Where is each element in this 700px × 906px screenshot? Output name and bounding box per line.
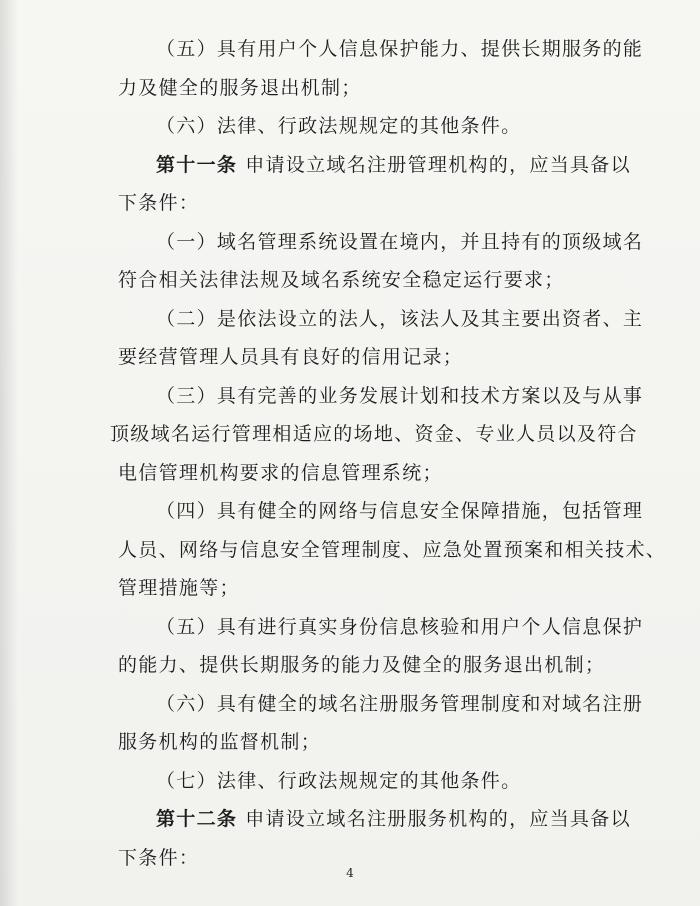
line-text: 服务机构的监督机制； [118, 731, 322, 753]
line-text: （一）域名管理系统设置在境内，并且持有的顶级域名 [156, 230, 644, 253]
text-line [118, 188, 618, 218]
line-text: 顶级域名运行管理相适应的场地、资金、专业人员以及符合 [110, 423, 638, 445]
document-body [110, 34, 667, 881]
text-line [118, 458, 618, 488]
text-line [110, 419, 638, 449]
line-text: （四）具有健全的网络与信息安全保障措施，包括管理 [156, 500, 644, 522]
line-text: （五）具有用户个人信息保护能力、提供长期服务的能 [156, 38, 644, 60]
text-line [118, 535, 667, 565]
line-text: 下条件： [118, 846, 200, 869]
line-text: （六）具有健全的域名注册服务管理制度和对域名注册 [156, 692, 644, 715]
line-text: （六）法律、行政法规规定的其他条件。 [156, 115, 522, 137]
line-text: （五）具有进行真实身份信息核验和用户个人信息保护 [156, 615, 644, 638]
text-line [118, 573, 618, 603]
text-line [118, 727, 618, 757]
text-line [118, 265, 618, 295]
text-line [118, 34, 644, 64]
text-line [118, 496, 644, 526]
page-number: 4 [346, 866, 354, 880]
line-text: 人员、网络与信息安全管理制度、应急处置预案和相关技术、 [118, 538, 667, 561]
text-line [118, 111, 618, 141]
line-text: （二）是依法设立的法人，该法人及其主要出资者、主 [156, 307, 644, 330]
article-heading-line [118, 804, 631, 834]
text-line [118, 381, 644, 411]
line-text: （三）具有完善的业务发展计划和技术方案以及与从事 [156, 384, 644, 407]
text-line [118, 304, 644, 334]
line-text: 申请设立域名注册服务机构的，应当具备以 [245, 808, 631, 830]
text-line [118, 650, 618, 680]
text-line [118, 612, 644, 642]
line-text: 符合相关法律法规及域名系统安全稳定运行要求； [118, 269, 565, 291]
line-text: 的能力、提供长期服务的能力及健全的服务退出机制； [118, 654, 606, 676]
text-line [118, 227, 644, 257]
scan-edge-shadow [0, 0, 18, 906]
text-line [118, 766, 618, 796]
line-text: 下条件： [118, 192, 200, 214]
text-line [118, 689, 644, 719]
line-text: 力及健全的服务退出机制； [118, 76, 362, 99]
line-text: 管理措施等； [118, 577, 240, 599]
text-line [118, 73, 618, 103]
line-text: 要经营管理人员具有良好的信用记录； [118, 346, 464, 368]
text-line [118, 342, 618, 372]
article-number: 第十一条 [156, 153, 238, 176]
article-heading-line [118, 150, 631, 180]
article-number: 第十二条 [156, 808, 238, 830]
line-text: 电信管理机构要求的信息管理系统； [118, 461, 443, 484]
line-text: 申请设立域名注册管理机构的，应当具备以 [245, 153, 631, 176]
line-text: （七）法律、行政法规规定的其他条件。 [156, 769, 522, 792]
